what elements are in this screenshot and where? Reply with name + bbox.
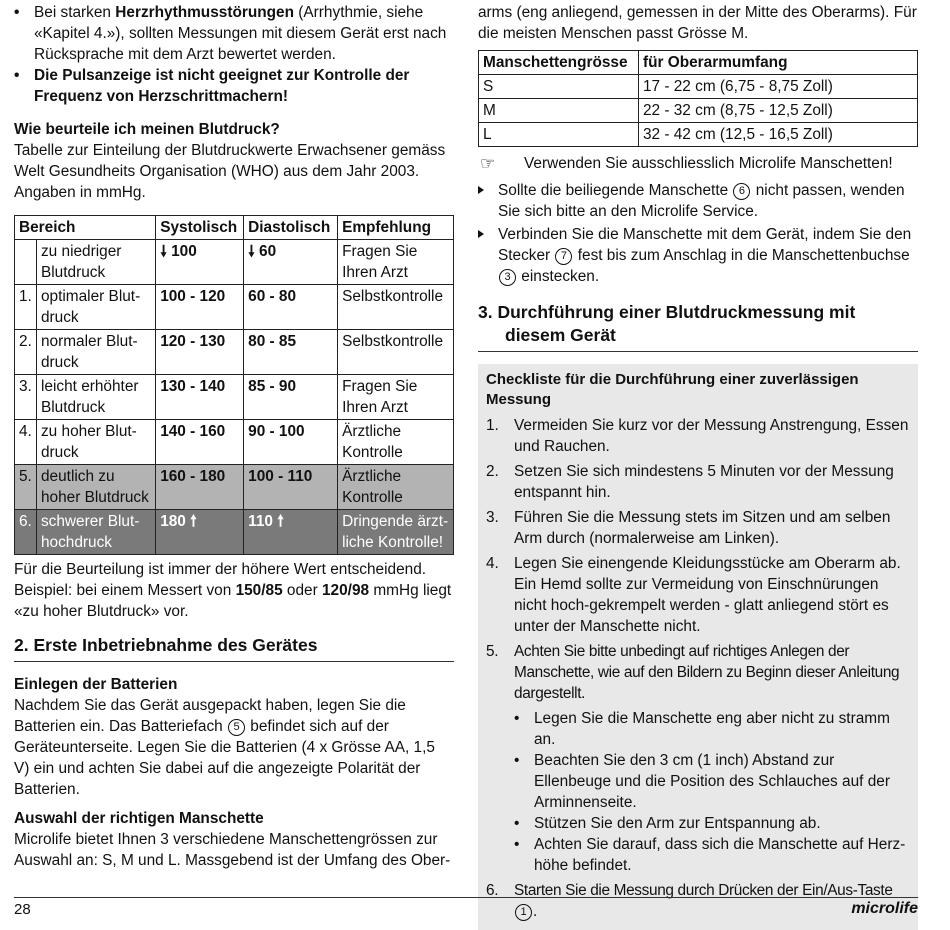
list-text: Achten Sie bitte unbedingt auf richtiges Anlegen der Manschette, wie auf den Bildern zu Beginn dieser Anleitung dargestellt.: [514, 643, 900, 702]
bullet-bold: Herzrhythmusstörungen: [115, 4, 295, 21]
header-recommendation: Empfehlung: [338, 216, 454, 240]
list-item: [486, 880, 910, 922]
list-text: Legen Sie einengende Kleidungsstücke am Oberarm ab. Ein Hemd sollte zur Vermeidung von Einschnürungen nicht hoch-gekrempelt werden - glatt anliegend stört es unter der Manschette nicht.: [514, 555, 901, 635]
table-row: [479, 99, 918, 123]
row-range: leicht erhöhter Blutdruck: [36, 375, 155, 420]
note-text: mmHg liegt «zu hoher Blutdruck» vor.: [14, 582, 452, 620]
arrow-text: Sollte die beiliegende Manschette: [498, 182, 733, 199]
row-diastolic: 60 - 80: [244, 285, 338, 330]
table-row: [479, 123, 918, 147]
section-3-title-line1: 3. Durchführung einer Blutdruckmessung mit: [478, 302, 856, 322]
list-item: [486, 553, 910, 637]
row-systolic: 130 - 140: [156, 375, 244, 420]
header-systolic: Systolisch: [156, 216, 244, 240]
row-range: schwerer Blut-hochdruck: [36, 510, 155, 555]
bp-note-example: [14, 580, 454, 622]
bp-note-line1: Für die Beurteilung ist immer der höhere Wert entscheidend.: [14, 561, 427, 578]
checklist-box: [478, 364, 918, 930]
list-number: 1.: [486, 417, 499, 434]
down-arrow-icon: 🠗: [160, 243, 167, 260]
pointing-hand-icon: ☞: [480, 154, 496, 173]
row-range: normaler Blut-druck: [36, 330, 155, 375]
list-text: .: [533, 903, 537, 920]
arrow-item-connect: [478, 224, 918, 287]
arrow-text: Verbinden Sie die Manschette mit dem Gerät, indem Sie den Stecker: [498, 226, 912, 264]
arrow-text: nicht passen, wenden Sie sich bitte an den Microlife Service.: [498, 182, 905, 220]
battery-text: [14, 695, 454, 800]
diastolic-value: 60: [259, 243, 277, 260]
checklist-title: Checkliste für die Durchführung einer zuverlässigen Messung: [486, 371, 859, 408]
row-range: zu niedriger Blutdruck: [36, 240, 155, 285]
section-2-title: 2. Erste Inbetriebnahme des Gerätes: [14, 635, 318, 655]
row-number: 5.: [15, 465, 37, 510]
list-item: [486, 641, 910, 704]
table-row: [15, 240, 454, 285]
row-systolic: 160 - 180: [156, 465, 244, 510]
list-number: 2.: [486, 463, 499, 480]
list-text: Führen Sie die Messung stets im Sitzen und am selben Arm durch (normalerweise am Linken).: [514, 509, 891, 547]
cuff-text: Microlife bietet Ihnen 3 verschiedene Manschettengrössen zur Auswahl an: S, M und L. Massgebend ist der Umfang des Ober-: [14, 831, 451, 869]
cuff-range: 32 - 42 cm (12,5 - 16,5 Zoll): [638, 123, 917, 147]
battery-text-part: befindet sich auf der Geräteunterseite. Legen Sie die Batterien (4 x Grösse AA, 1,5 V) ein und achten Sie dabei auf die angezeigte Polarität der Batterien.: [14, 718, 435, 798]
arrow-bullet-icon: [478, 230, 484, 238]
row-recommendation: Ärztliche Kontrolle: [338, 465, 454, 510]
table-row: [15, 510, 454, 555]
header-cuff-size: Manschettengrösse: [479, 51, 639, 75]
table-row: [15, 330, 454, 375]
table-row: [15, 465, 454, 510]
section-3-title-line2: diesem Gerät: [505, 325, 616, 345]
table-row: [15, 285, 454, 330]
bp-heading: Wie beurteile ich meinen Blutdruck?: [14, 121, 280, 138]
cuff-range: 22 - 32 cm (8,75 - 12,5 Zoll): [638, 99, 917, 123]
up-arrow-icon: 🠕: [190, 513, 197, 530]
list-number: 4.: [486, 555, 499, 572]
arrow-bullet-icon: [478, 186, 484, 194]
row-number: [15, 240, 37, 285]
cuff-size: S: [479, 75, 639, 99]
sub-list-item: [486, 708, 910, 750]
cuff-text-continued: arms (eng anliegend, gemessen in der Mitte des Oberarms). Für die meisten Menschen passt Grösse M.: [478, 4, 917, 42]
row-systolic: 120 - 130: [156, 330, 244, 375]
list-text: Setzen Sie sich mindestens 5 Minuten vor der Messung entspannt hin.: [514, 463, 894, 501]
battery-text-part: Nachdem Sie das Gerät ausgepackt haben, legen Sie die Batterien ein. Das Batteriefach: [14, 697, 406, 735]
table-row: [15, 375, 454, 420]
row-diastolic: 80 - 85: [244, 330, 338, 375]
cuff-heading: Auswahl der richtigen Manschette: [14, 810, 264, 827]
arrow-text: fest bis zum Anschlag in die Manschettenbuchse: [573, 247, 910, 264]
callout-7-icon: 7: [555, 248, 572, 265]
bullet-dot: •: [14, 67, 20, 84]
header-range: Bereich: [15, 216, 156, 240]
sub-list-item: [486, 750, 910, 813]
note-text: oder: [282, 582, 322, 599]
header-arm-circumference: für Oberarmumfang: [638, 51, 917, 75]
row-range: deutlich zu hoher Blutdruck: [36, 465, 155, 510]
header-diastolic: Diastolisch: [244, 216, 338, 240]
row-diastolic: 85 - 90: [244, 375, 338, 420]
up-arrow-icon: 🠕: [277, 513, 284, 530]
row-recommendation: Ärztliche Kontrolle: [338, 420, 454, 465]
list-item: [486, 461, 910, 503]
row-systolic: [156, 240, 244, 285]
page-number: 28: [14, 901, 31, 918]
section-3-header: [478, 301, 918, 352]
brand-logo: microlife: [851, 900, 918, 917]
bullet-dot: •: [514, 710, 520, 727]
bullet-dot: •: [514, 752, 520, 769]
row-recommendation: Fragen Sie Ihren Arzt: [338, 375, 454, 420]
sub-text: Beachten Sie den 3 cm (1 inch) Abstand zur Ellenbeuge und die Position des Schlauches auf der Arminnenseite.: [534, 752, 890, 811]
row-number: 1.: [15, 285, 37, 330]
row-number: 4.: [15, 420, 37, 465]
bullet-dot: •: [514, 815, 520, 832]
cuff-range: 17 - 22 cm (6,75 - 8,75 Zoll): [638, 75, 917, 99]
cuff-size: L: [479, 123, 639, 147]
callout-3-icon: 3: [499, 269, 516, 286]
down-arrow-icon: 🠗: [248, 243, 255, 260]
row-diastolic: [244, 240, 338, 285]
sub-text: Stützen Sie den Arm zur Entspannung ab.: [534, 815, 821, 832]
hint-row: [478, 153, 918, 174]
list-text: Starten Sie die Messung durch Drücken der Ein/Aus-Taste: [514, 882, 893, 899]
cuff-size: M: [479, 99, 639, 123]
bp-table-header: [15, 216, 454, 240]
row-number: 6.: [15, 510, 37, 555]
note-value: 120/98: [322, 582, 370, 599]
note-text: Beispiel: bei einem Messert von: [14, 582, 236, 599]
row-recommendation: Selbstkontrolle: [338, 285, 454, 330]
row-diastolic: 90 - 100: [244, 420, 338, 465]
bullet-arrhythmia: [14, 2, 454, 65]
sub-list-item: [486, 813, 910, 834]
bullet-text: (Arrhythmie, siehe «Kapitel 4.»), sollten Messungen mit diesem Gerät erst nach Rücksprache mit dem Arzt bewertet werden.: [34, 4, 447, 63]
section-2-header: [14, 634, 454, 662]
bullet-dot: •: [14, 4, 20, 21]
row-systolic: 100 - 120: [156, 285, 244, 330]
bullet-pacemaker: [14, 65, 454, 107]
callout-6-icon: 6: [733, 183, 750, 200]
right-column: [478, 0, 918, 930]
systolic-value: 180: [160, 513, 186, 530]
footer-divider: [14, 897, 918, 898]
list-number: 3.: [486, 509, 499, 526]
row-diastolic: [244, 510, 338, 555]
row-recommendation: Fragen Sie Ihren Arzt: [338, 240, 454, 285]
row-range: optimaler Blut-druck: [36, 285, 155, 330]
row-diastolic: 100 - 110: [244, 465, 338, 510]
row-range: zu hoher Blut-druck: [36, 420, 155, 465]
sub-text: Achten Sie darauf, dass sich die Manschette auf Herz-höhe befindet.: [534, 836, 906, 874]
arrow-item-cuff-service: [478, 180, 918, 222]
arrow-text: einstecken.: [517, 268, 600, 285]
bullet-text: Bei starken: [34, 4, 116, 21]
list-item: [486, 507, 910, 549]
sub-text: Legen Sie die Manschette eng aber nicht zu stramm an.: [534, 710, 890, 748]
row-number: 3.: [15, 375, 37, 420]
row-recommendation: Selbstkontrolle: [338, 330, 454, 375]
systolic-value: 100: [171, 243, 197, 260]
row-systolic: 140 - 160: [156, 420, 244, 465]
left-column: [14, 0, 454, 871]
bullet-text: Die Pulsanzeige ist nicht geeignet zur Kontrolle der Frequenz von Herzschrittmachern!: [34, 67, 410, 105]
callout-1-icon: 1: [515, 904, 532, 921]
row-systolic: [156, 510, 244, 555]
hint-text: Verwenden Sie ausschliesslich Microlife Manschetten!: [524, 155, 893, 172]
cuff-table: [478, 50, 918, 147]
sub-list-item: [486, 834, 910, 876]
list-item: [486, 415, 910, 457]
cuff-table-header: [479, 51, 918, 75]
list-text: Vermeiden Sie kurz vor der Messung Anstrengung, Essen und Rauchen.: [514, 417, 909, 455]
bp-table: [14, 215, 454, 555]
list-number: 5.: [486, 643, 499, 660]
callout-5-icon: 5: [228, 719, 245, 736]
row-number: 2.: [15, 330, 37, 375]
diastolic-value: 110: [248, 513, 273, 530]
note-value: 150/85: [235, 582, 283, 599]
bullet-dot: •: [514, 836, 520, 853]
bp-intro: Tabelle zur Einteilung der Blutdruckwerte Erwachsener gemäss Welt Gesundheits Organisation (WHO) aus dem Jahr 2003. Angaben in mmHg.: [14, 142, 446, 201]
list-number: 6.: [486, 882, 499, 899]
battery-heading: Einlegen der Batterien: [14, 676, 178, 693]
table-row: [15, 420, 454, 465]
row-recommendation: Dringende ärzt-liche Kontrolle!: [338, 510, 454, 555]
table-row: [479, 75, 918, 99]
